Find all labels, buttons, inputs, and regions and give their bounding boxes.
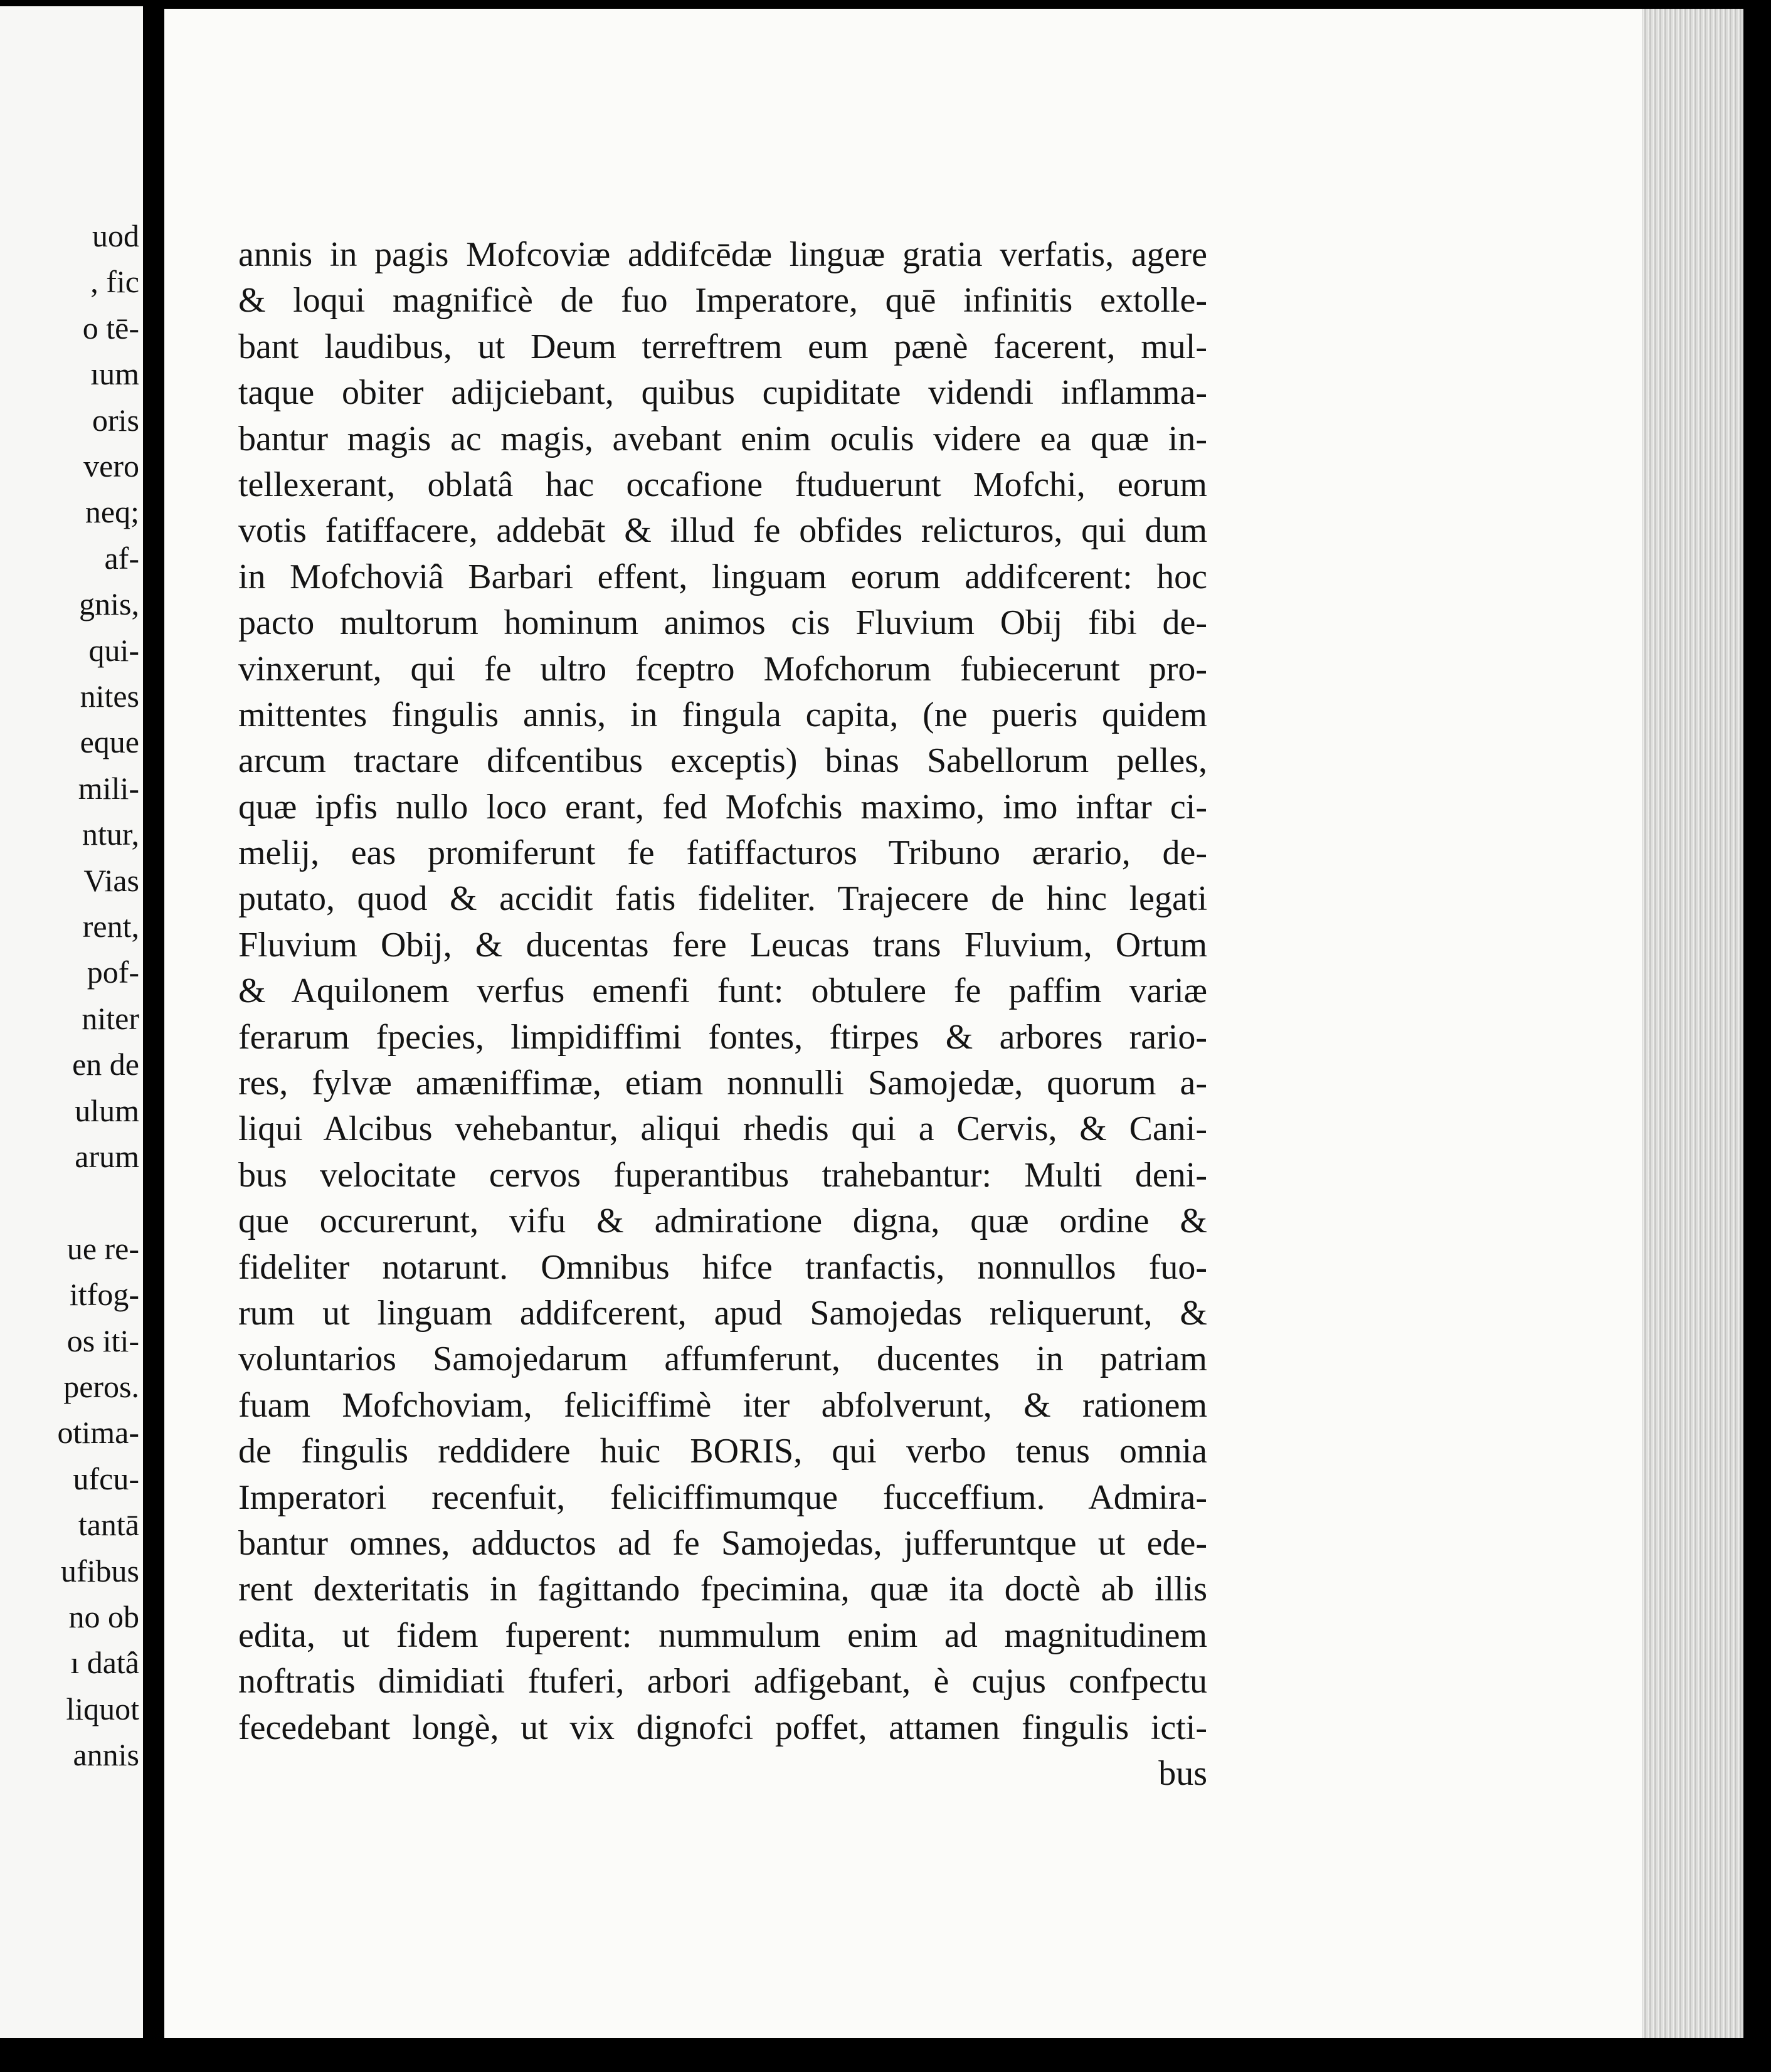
book-gutter	[143, 0, 164, 2072]
text-line: voluntarios Samojedarum affumferunt, ducentes in patriam	[238, 1340, 1207, 1379]
text-line: ferarum fpecies, limpidiffimi fontes, ftirpes & arbores rario-	[238, 1017, 1207, 1057]
text-line: bantur magis ac magis, avebant enim oculis videre ea quæ in-	[238, 419, 1207, 458]
text-line: res, fylvæ amæniffimæ, etiam nonnulli Samojedæ, quorum a-	[238, 1064, 1207, 1103]
left-text-fragment: annis	[73, 1737, 139, 1773]
text-line: votis fatiffacere, addebāt & illud fe obfides relicturos, qui dum	[238, 511, 1207, 551]
left-text-fragment: tantā	[78, 1507, 139, 1543]
text-line: annis in pagis Mofcoviæ addifcēdæ linguæ gratia verfatis, agere	[238, 235, 1207, 274]
text-line: quæ ipfis nullo loco erant, fed Mofchis maximo, imo inftar ci-	[238, 787, 1207, 827]
left-text-fragment: no ob	[68, 1599, 139, 1634]
left-text-fragment: ntur,	[82, 817, 139, 852]
left-text-fragment: ıum	[90, 356, 139, 392]
text-line: vinxerunt, qui fe ultro fceptro Mofchorum fubiecerunt pro-	[238, 649, 1207, 689]
text-line: Fluvium Obij, & ducentas fere Leucas trans Fluvium, Ortum	[238, 925, 1207, 965]
left-text-fragment: af-	[104, 540, 139, 576]
text-line: rent dexteritatis in fagittando fpecimina, quæ ita doctè ab illis	[238, 1570, 1207, 1609]
left-text-fragment: ulum	[75, 1092, 139, 1128]
left-text-fragment: ue re-	[66, 1230, 139, 1266]
left-text-fragment: itfog-	[69, 1277, 139, 1313]
left-text-fragment: vero	[83, 448, 139, 484]
left-text-fragment: , fic	[90, 264, 139, 300]
text-line: melij, eas promiferunt fe fatiffacturos Tribuno ærario, de-	[238, 833, 1207, 873]
bottom-dark-border	[0, 2038, 1771, 2072]
left-facing-page	[0, 6, 143, 2038]
left-text-fragment: ufcu-	[73, 1461, 139, 1496]
text-line: bus	[1158, 1753, 1207, 1793]
left-text-fragment: pof-	[87, 954, 139, 990]
text-line: fuam Mofchoviam, feliciffimè iter abfolverunt, & rationem	[238, 1385, 1207, 1425]
main-text-block	[238, 232, 1207, 1797]
text-line: putato, quod & accidit fatis fideliter. Trajecere de hinc legati	[238, 879, 1207, 919]
left-text-fragment: os iti-	[66, 1323, 139, 1358]
left-text-fragment: qui-	[88, 632, 139, 668]
text-line: taque obiter adijciebant, quibus cupiditate videndi inflamma-	[238, 373, 1207, 413]
left-text-fragment: oris	[92, 402, 139, 438]
left-text-fragment: mili-	[78, 770, 139, 806]
text-line: de fingulis reddidere huic BORIS, qui verbo tenus omnia	[238, 1432, 1207, 1471]
left-text-fragment: ufibus	[61, 1553, 139, 1588]
text-line: fecedebant longè, ut vix dignofci poffet, attamen fingulis icti-	[238, 1708, 1207, 1747]
page-block-edges	[1642, 9, 1743, 2038]
text-line: bant laudibus, ut Deum terreftrem eum pænè facerent, mul-	[238, 327, 1207, 366]
left-text-fragment: arum	[75, 1139, 139, 1174]
text-line: pacto multorum hominum animos cis Fluvium Obij fibi de-	[238, 603, 1207, 643]
text-line: bantur omnes, adductos ad fe Samojedas, jufferuntque ut ede-	[238, 1523, 1207, 1563]
left-text-fragment: ı datâ	[70, 1645, 139, 1681]
text-line: rum ut linguam addifcerent, apud Samojedas reliquerunt, &	[238, 1293, 1207, 1333]
left-text-fragment: rent,	[82, 909, 139, 944]
text-line: noftratis dimidiati ftuferi, arbori adfigebant, è cujus confpectu	[238, 1662, 1207, 1701]
left-text-fragment: niter	[82, 1000, 139, 1036]
right-dark-border	[1743, 0, 1771, 2072]
left-text-fragment: gnis,	[79, 586, 139, 622]
left-text-fragment: eque	[80, 724, 139, 760]
left-text-fragment: otima-	[57, 1415, 139, 1451]
text-line: tellexerant, oblatâ hac occafione ftuduerunt Mofchi, eorum	[238, 465, 1207, 504]
text-line: & loqui magnificè de fuo Imperatore, quē infinitis extolle-	[238, 281, 1207, 320]
text-line: in Mofchoviâ Barbari effent, linguam eorum addifcerent: hoc	[238, 557, 1207, 596]
left-text-fragment: o tē-	[82, 310, 139, 346]
left-text-fragment: neq;	[85, 494, 139, 530]
text-line: mittentes fingulis annis, in fingula capita, (ne pueris quidem	[238, 695, 1207, 734]
text-line: arcum tractare difcentibus exceptis) binas Sabellorum pelles,	[238, 741, 1207, 781]
text-line: que occurerunt, vifu & admiratione digna, quæ ordine &	[238, 1202, 1207, 1241]
text-line: & Aquilonem verfus emenfi funt: obtulere fe paffim variæ	[238, 971, 1207, 1011]
left-text-fragment: peros.	[63, 1369, 139, 1404]
left-text-fragment: liquot	[66, 1691, 139, 1726]
text-line: edita, ut fidem fuperent: nummulum enim ad magnitudinem	[238, 1615, 1207, 1655]
text-line: Imperatori recenfuit, feliciffimumque fucceffium. Admira-	[238, 1477, 1207, 1517]
left-text-fragment: en de	[72, 1047, 139, 1082]
left-text-fragment: uod	[92, 218, 139, 253]
text-line: bus velocitate cervos fuperantibus trahebantur: Multi deni-	[238, 1155, 1207, 1195]
text-line: liqui Alcibus vehebantur, aliqui rhedis qui a Cervis, & Cani-	[238, 1109, 1207, 1149]
left-text-fragment: nites	[80, 679, 139, 714]
text-line: fideliter notarunt. Omnibus hifce tranfactis, nonnullos fuo-	[238, 1247, 1207, 1287]
left-text-fragment: Vias	[83, 862, 139, 898]
